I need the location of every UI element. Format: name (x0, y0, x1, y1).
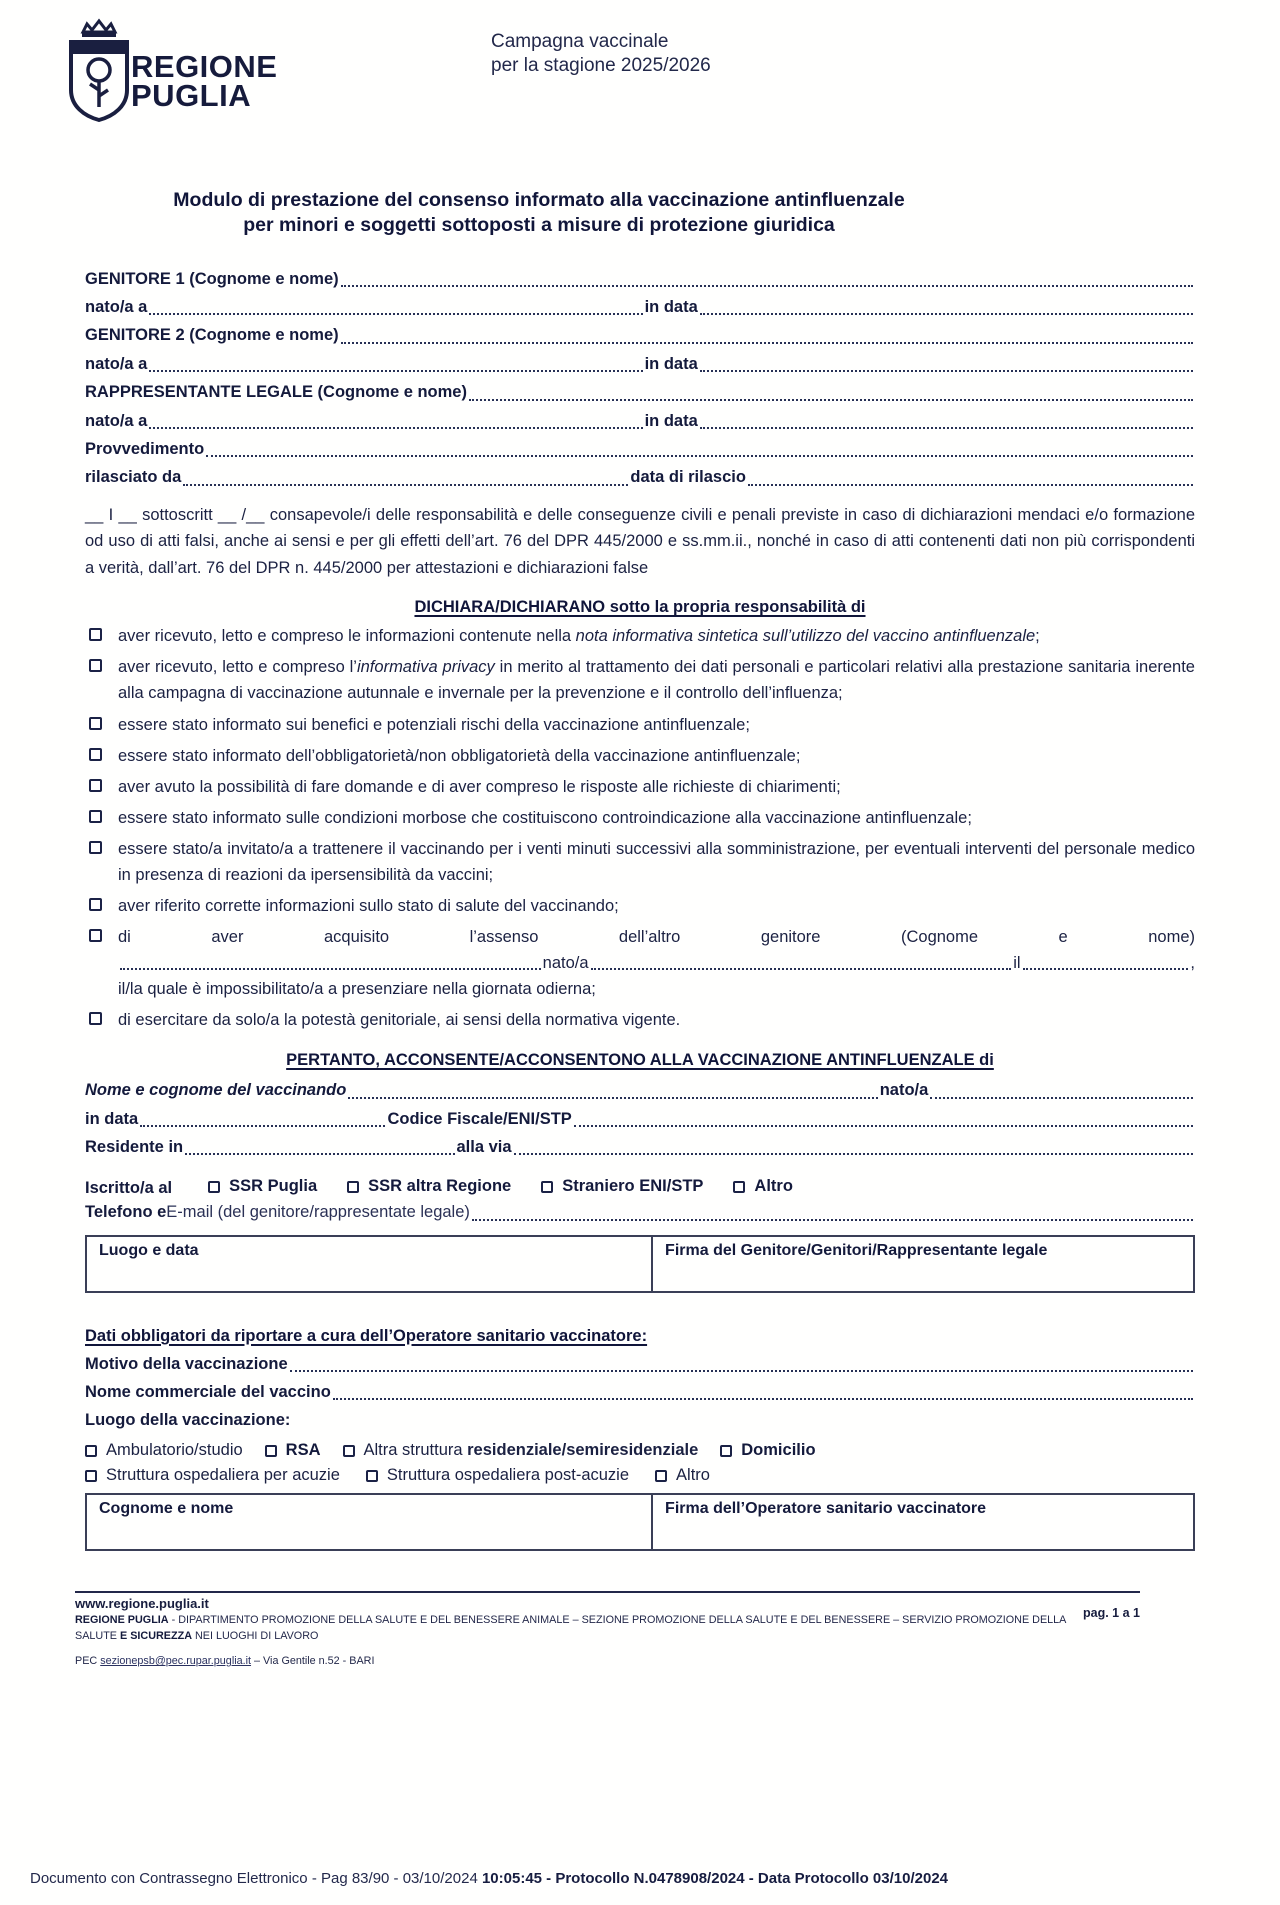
ssr-puglia-label: SSR Puglia (229, 1177, 318, 1196)
telefono-label-rest: E-mail (del genitore/rappresentate legale) (166, 1203, 470, 1222)
straniero-checkbox[interactable] (541, 1181, 553, 1193)
altro-ssr-label: Altro (754, 1177, 793, 1196)
dept-end: NEI LUOGHI DI LAVORO (192, 1630, 319, 1643)
rsa-label: RSA (285, 1440, 321, 1459)
checkbox-item-4[interactable] (89, 748, 102, 761)
altra-struttura-pre: Altra struttura (363, 1440, 468, 1459)
declaration-item-10-text: di esercitare da solo/a la potestà genitoriale, ai sensi della normativa vigente. (118, 1011, 681, 1030)
operator-firma-cell[interactable] (651, 1495, 1193, 1549)
residenza-row (85, 1133, 1195, 1161)
motivo-row (85, 1350, 1195, 1378)
residenza-via-line[interactable] (512, 1133, 1195, 1161)
ambulatorio-checkbox[interactable] (85, 1445, 97, 1457)
other-parent-name-line[interactable] (118, 950, 543, 976)
genitore2-input-line[interactable] (339, 321, 1195, 349)
option-ssr-altra-regione[interactable] (347, 1177, 511, 1196)
website-link[interactable]: www.regione.puglia.it (75, 1595, 209, 1611)
vaccinando-in-data-label: in data (85, 1109, 139, 1128)
declaration-item-3-text: essere stato informato sui benefici e potenziali rischi della vaccinazione antinfluenzale; (118, 715, 750, 734)
vaccinando-row (85, 1076, 1195, 1104)
in-data-label: in data (644, 411, 698, 430)
luogo-vaccinazione-label: Luogo della vaccinazione: (85, 1411, 291, 1430)
checkbox-item-9[interactable] (89, 929, 102, 942)
pertanto-heading: PERTANTO, ACCONSENTE/ACCONSENTONO ALLA VACCINAZIONE ANTINFLUENZALE di (286, 1051, 994, 1070)
codice-fiscale-label: Codice Fiscale/ENI/STP (387, 1109, 572, 1128)
genitore2-label: GENITORE 2 (Cognome e nome) (85, 326, 339, 345)
luogo-options-row2 (85, 1466, 1195, 1485)
item-1-pre: aver ricevuto, letto e compreso le informazioni contenute nella (118, 627, 576, 646)
codice-fiscale-line[interactable] (572, 1105, 1195, 1133)
checkbox-item-7[interactable] (89, 841, 102, 854)
checkbox-item-1[interactable] (89, 628, 102, 641)
in-data-label: in data (644, 354, 698, 373)
declaration-item-6-text: essere stato informato sulle condizioni morbose che costituiscono controindicazione alla vaccinazione antinfluenzale; (118, 808, 972, 827)
ambulatorio-label: Ambulatorio/studio (106, 1440, 243, 1459)
vaccinando-label: Nome e cognome del vaccinando (85, 1081, 347, 1100)
operator-nome-cell[interactable] (87, 1495, 651, 1549)
operator-firma-label: Firma dell’Operatore sanitario vaccinatore (665, 1499, 987, 1517)
logo-word-puglia: PUGLIA (131, 78, 252, 114)
title-line2: per minori e soggetti sottoposti a misure di protezione giuridica (243, 214, 835, 237)
vaccinando-birthdate-line[interactable] (138, 1105, 387, 1133)
document-title (99, 188, 979, 239)
residenza-citta-line[interactable] (183, 1133, 456, 1161)
residente-label: Residente in (85, 1137, 184, 1156)
nome-vaccino-line[interactable] (331, 1378, 1195, 1406)
genitore2-birthdate-line[interactable] (698, 350, 1195, 378)
altro-luogo-label: Altro (676, 1465, 710, 1484)
genitore2-row (85, 321, 1195, 349)
declaration-item-1-text (118, 623, 1195, 649)
item-1-italic: nota informativa sintetica sull’utilizzo del vaccino antinfluenzale (575, 627, 1036, 646)
item-9-fill-row (118, 950, 1195, 976)
other-parent-birthplace-line[interactable] (589, 950, 1014, 976)
vaccinando-name-line[interactable] (346, 1076, 879, 1104)
nome-vaccino-row (85, 1378, 1195, 1406)
checkbox-item-8[interactable] (89, 898, 102, 911)
declaration-item-2-text (118, 654, 1195, 706)
operator-signature-table (85, 1493, 1195, 1551)
provvedimento-input-line[interactable] (204, 435, 1195, 463)
genitore1-label: GENITORE 1 (Cognome e nome) (85, 269, 339, 288)
altro-ssr-checkbox[interactable] (733, 1181, 745, 1193)
genitore1-birth-row (85, 293, 1195, 321)
altra-struttura-bold: residenziale/semiresidenziale (467, 1440, 699, 1459)
provvedimento-row (85, 435, 1195, 463)
vaccinando-nato-label: nato/a (879, 1081, 929, 1100)
telefono-row (85, 1198, 1195, 1226)
genitore1-birthplace-line[interactable] (147, 293, 644, 321)
declaration-item-7 (85, 836, 1195, 888)
pec-email-link[interactable]: sezionepsb@pec.rupar.puglia.it (100, 1655, 252, 1668)
item-9-comma: , (1190, 954, 1195, 973)
operator-nome-label: Cognome e nome (99, 1499, 234, 1517)
ssr-altra-regione-label: SSR altra Regione (368, 1177, 512, 1196)
responsibility-paragraph: __ I __ sottoscritt __ /__ consapevole/i delle responsabilità e delle conseguenze civili e penali previste in caso di dichiarazioni mendaci e/o formazione od uso di atti falsi, anche ai sensi e per gli effetti dell’art. 76 del DPR 445/2000 e ss.mm.ii., nonché in caso di atti contenenti dati non più corrispondenti a verità, dall’art. 76 del DPR n. 445/2000 per attestazioni e dichiarazioni false (85, 505, 1195, 578)
genitore2-birthplace-line[interactable] (147, 350, 644, 378)
declaration-item-10 (85, 1007, 1195, 1033)
declaration-item-2 (85, 654, 1195, 706)
dati-obbligatori-heading: Dati obbligatori da riportare a cura dell’Operatore sanitario vaccinatore: (85, 1326, 648, 1345)
pec-line (75, 1655, 1140, 1667)
option-domicilio[interactable] (720, 1441, 815, 1460)
declaration-item-5 (85, 774, 1195, 800)
page-footer (75, 1591, 1140, 1667)
iscritto-row (85, 1177, 1195, 1198)
footer-divider (75, 1591, 1140, 1593)
data-rilascio-label: data di rilascio (630, 468, 746, 487)
option-straniero[interactable] (541, 1177, 703, 1196)
checkbox-item-10[interactable] (89, 1012, 102, 1025)
luogo-vaccinazione-row (85, 1406, 1195, 1434)
straniero-label: Straniero ENI/STP (562, 1177, 704, 1196)
ospedaliera-acuzie-label: Struttura ospedaliera per acuzie (106, 1465, 340, 1484)
declaration-item-5-text: aver avuto la possibilità di fare domande e di aver compreso le risposte alle richieste di chiarimenti; (118, 777, 841, 796)
in-data-label: in data (644, 298, 698, 317)
logo-word-regione: REGIONE (131, 49, 278, 84)
item-9-nato-label: nato/a (542, 954, 589, 973)
option-ospedaliera-post-acuzie[interactable] (366, 1466, 629, 1485)
genitore1-input-line[interactable] (339, 265, 1195, 293)
declaration-item-4 (85, 743, 1195, 769)
item-1-post: ; (1035, 627, 1040, 646)
rilasciato-da-line[interactable] (181, 463, 630, 491)
item-2-post: in merito al trattamento dei dati personali e particolari relativi alla prestazione sanitaria inerente alla campagna di vaccinazione autunnale e invernale per la prevenzione e il controllo dell’influenza; (118, 658, 1195, 703)
option-ssr-puglia[interactable] (208, 1177, 317, 1196)
declaration-item-1 (85, 623, 1195, 649)
declaration-item-9-text (118, 924, 1195, 1002)
dept-bold2: E SICUREZZA (120, 1630, 192, 1643)
data-rilascio-line[interactable] (746, 463, 1195, 491)
nato-a-label: nato/a a (85, 298, 148, 317)
option-altro-ssr[interactable] (733, 1177, 793, 1196)
campaign-line2: per la stagione 2025/2026 (491, 54, 711, 76)
luogo-options-row1 (85, 1441, 1195, 1460)
operator-section (85, 1327, 1195, 1551)
genitore1-row (85, 265, 1195, 293)
item-9-il-label: il (1013, 954, 1021, 973)
rappresentante-label: RAPPRESENTANTE LEGALE (Cognome e nome) (85, 383, 467, 402)
option-altro-luogo[interactable] (655, 1466, 710, 1485)
nome-vaccino-label: Nome commerciale del vaccino (85, 1383, 331, 1402)
checkbox-item-6[interactable] (89, 810, 102, 823)
page-number: pag. 1 a 1 (1083, 1605, 1140, 1620)
stamp-normal: Documento con Contrassegno Elettronico - Pag 83/90 - 03/10/2024 (30, 1870, 482, 1887)
firma-genitore-cell[interactable] (651, 1237, 1193, 1291)
rappresentante-input-line[interactable] (467, 378, 1195, 406)
ssr-altra-regione-checkbox[interactable] (347, 1181, 359, 1193)
altra-struttura-checkbox[interactable] (343, 1445, 355, 1457)
motivo-line[interactable] (288, 1350, 1195, 1378)
domicilio-checkbox[interactable] (720, 1445, 732, 1457)
declaration-item-9 (85, 924, 1195, 1002)
electronic-stamp-line (30, 1870, 1270, 1887)
vaccinando-data-row (85, 1105, 1195, 1133)
dichiara-heading: DICHIARA/DICHIARANO sotto la propria responsabilità di (414, 598, 866, 617)
declaration-item-6 (85, 805, 1195, 831)
declaration-list (85, 623, 1195, 1033)
altro-luogo-checkbox[interactable] (655, 1470, 667, 1482)
pec-prefix: PEC (75, 1655, 101, 1668)
puglia-crest-icon (63, 18, 135, 122)
checkbox-item-5[interactable] (89, 779, 102, 792)
firma-genitore-label: Firma del Genitore/Genitori/Rappresentante legale (665, 1241, 1048, 1259)
luogo-data-cell[interactable] (87, 1237, 651, 1291)
option-rsa[interactable] (265, 1441, 321, 1460)
item-9-line3: il/la quale è impossibilitato/a a presenziare nella giornata odierna; (118, 980, 596, 999)
vaccinando-birthplace-line[interactable] (928, 1076, 1195, 1104)
stamp-bold: 10:05:45 - Protocollo N.0478908/2024 - Data Protocollo 03/10/2024 (481, 1870, 949, 1887)
checkbox-item-3[interactable] (89, 717, 102, 730)
alla-via-label: alla via (456, 1137, 512, 1156)
rilascio-row (85, 463, 1195, 491)
ssr-puglia-checkbox[interactable] (208, 1181, 220, 1193)
other-parent-birthdate-line[interactable] (1021, 950, 1191, 976)
iscritto-label: Iscritto/a al (85, 1179, 173, 1198)
option-ambulatorio[interactable] (85, 1441, 243, 1460)
page-header (63, 0, 1195, 150)
motivo-label: Motivo della vaccinazione (85, 1354, 288, 1373)
item-2-italic: informativa privacy (356, 658, 495, 677)
declaration-item-3 (85, 712, 1195, 738)
declaration-item-7-text: essere stato/a invitato/a a trattenere il vaccinando per i venti minuti successivi alla somministrazione, per eventuali interventi del personale medico in presenza di reazioni da ipersensibilità da vaccini; (118, 839, 1195, 884)
campaign-line1: Campagna vaccinale (491, 31, 669, 52)
option-ospedaliera-acuzie[interactable] (85, 1466, 340, 1485)
department-line (75, 1612, 1080, 1644)
consent-section (85, 1076, 1195, 1293)
parent-signature-table (85, 1235, 1195, 1293)
dept-bold1: REGIONE PUGLIA (75, 1613, 169, 1626)
pec-suffix: – Via Gentile n.52 - BARI (251, 1655, 375, 1668)
rappresentante-birthplace-line[interactable] (147, 407, 644, 435)
genitore2-birth-row (85, 350, 1195, 378)
declaration-item-8 (85, 893, 1195, 919)
item-2-pre: aver ricevuto, letto e compreso l’ (118, 658, 357, 677)
logo-wordmark (131, 49, 278, 114)
telefono-email-line[interactable] (470, 1198, 1195, 1226)
item-9-line1: di aver acquisito l’assenso dell’altro genitore (Cognome e nome) (118, 927, 1195, 946)
rappresentante-birth-row (85, 407, 1195, 435)
rappresentante-birthdate-line[interactable] (698, 407, 1195, 435)
declaration-item-8-text: aver riferito corrette informazioni sullo stato di salute del vaccinando; (118, 896, 619, 915)
rilasciato-da-label: rilasciato da (85, 468, 182, 487)
nato-a-label: nato/a a (85, 354, 148, 373)
telefono-label-bold: Telefono e (85, 1203, 167, 1222)
campaign-label (491, 30, 711, 78)
ospedaliera-acuzie-checkbox[interactable] (85, 1470, 97, 1482)
altra-struttura-label (364, 1441, 699, 1460)
parties-section (85, 265, 1195, 492)
rsa-checkbox[interactable] (265, 1445, 277, 1457)
dept-mid: - DIPARTIMENTO PROMOZIONE DELLA SALUTE E DEL BENESSERE ANIMALE – SEZIONE PROMOZIONE DELLA SALUTE E DEL BENESSERE – SERVIZIO PROMOZIONE DELLA SALUTE (75, 1613, 1066, 1643)
ospedaliera-post-acuzie-checkbox[interactable] (366, 1470, 378, 1482)
domicilio-label: Domicilio (741, 1440, 816, 1459)
provvedimento-label: Provvedimento (85, 439, 205, 458)
nato-a-label: nato/a a (85, 411, 148, 430)
rappresentante-row (85, 378, 1195, 406)
title-line1: Modulo di prestazione del consenso informato alla vaccinazione antinfluenzale (173, 189, 905, 211)
checkbox-item-2[interactable] (89, 659, 102, 672)
declaration-item-4-text: essere stato informato dell’obbligatorietà/non obbligatorietà della vaccinazione antinfluenzale; (118, 746, 801, 765)
ospedaliera-post-acuzie-label: Struttura ospedaliera post-acuzie (386, 1465, 630, 1484)
option-altra-struttura[interactable] (343, 1441, 699, 1460)
genitore1-birthdate-line[interactable] (698, 293, 1195, 321)
luogo-data-label: Luogo e data (99, 1241, 199, 1259)
